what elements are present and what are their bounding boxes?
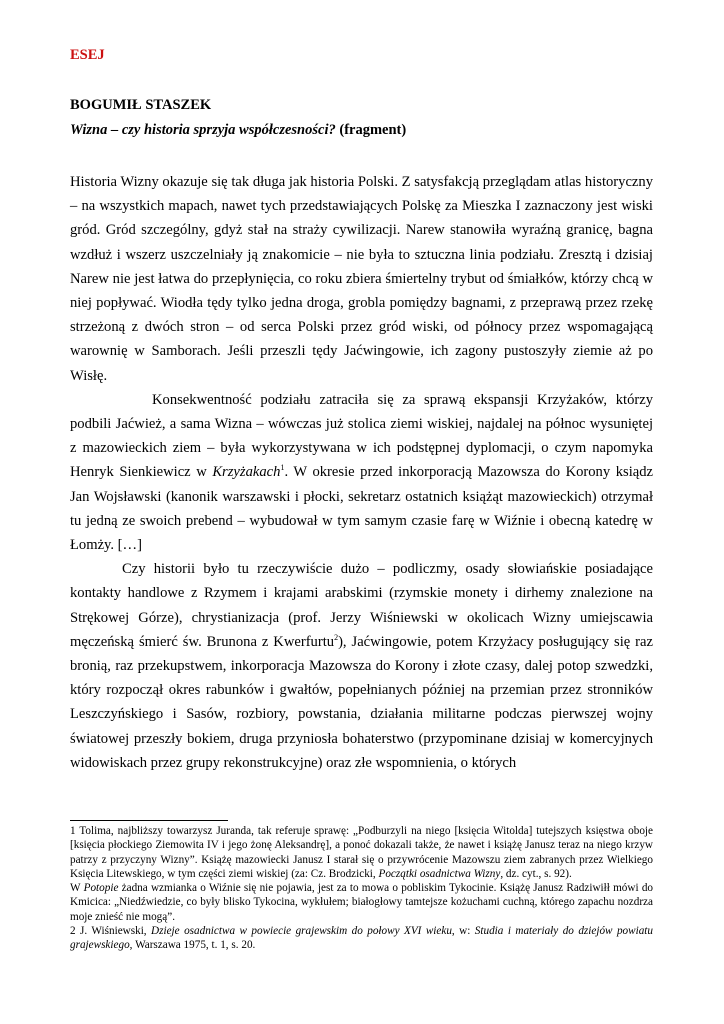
footnote-2-text-b: , w: <box>451 925 475 938</box>
footnote-2-text-a: 2 J. Wiśniewski, <box>70 925 152 938</box>
paragraph-3 <box>70 557 653 775</box>
footnote-2-italic-2: Studia i materiały do dziejów powiatu grajewskiego <box>70 925 653 952</box>
footnote-ref-2: 2 <box>334 633 339 642</box>
section-label: ESEJ <box>70 47 105 63</box>
footnote-1c-text-b: żadna wzmianka o Wiźnie się nie pojawia, jest za to mowa o pobliskim Tykocinie. Książę Janusz Radziwiłł mówi do Kmicica: „Niedźwiedzie, co były blisko Tykocina, wykłułem; białogłowy tamtejsze kożuchami cuchną, którego zapachu nozdrza moje znieść nie mogą”. <box>70 882 654 923</box>
footnote-1c-italic: Potopie <box>83 882 119 895</box>
footnote-2-text-c: , Warszawa 1975, t. 1, s. 20. <box>129 939 256 952</box>
paragraph-2 <box>70 388 653 557</box>
footnote-2 <box>70 924 653 953</box>
paragraph-2-text-b: . W okresie przed inkorporacją Mazowsza do Korony ksiądz Jan Wojsławski (kanonik warszawski i płocki, sekretarz ostatnich książąt mazowieckich) otrzymał tu jedną ze swoich prebend – wybudował w tym samym czasie farę w Wiźnie i obecną katedrę w Łomży. […] <box>70 464 653 554</box>
footnote-1c-text-a: W <box>70 882 84 895</box>
footnote-2-italic-1: Dzieje osadnictwa w powiecie grajewskim do połowy XVI wieku <box>151 925 452 938</box>
essay-title-suffix: (fragment) <box>335 122 407 138</box>
essay-title <box>70 122 406 139</box>
paragraph-2-italic: Krzyżakach <box>212 464 281 481</box>
essay-title-italic: Wizna – czy historia sprzyja współczesności? <box>70 122 336 138</box>
author-name: BOGUMIŁ STASZEK <box>70 97 212 113</box>
footnote-divider <box>70 820 228 821</box>
paragraph-3-text-b: ), Jaćwingowie, potem Krzyżacy posługujący się raz bronią, raz przekupstwem, inkorporacja Mazowsza do Korony i złote czasy, dalej potop szwedzki, który rozpoczął okres rabunków i gwałtów, popełnianych później na przemian przez stronników Leszczyńskiego i Sasów, rozbiory, powstania, działania militarne podczas pierwszej wojny światowej przeszły bokiem, druga przyniosła bohaterstwo (przypominane dzisiaj w komercyjnych widowiskach przez grupy rekonstrukcyjne) oraz złe wspomnienia, o których <box>70 633 653 771</box>
footnote-1-italic: Początki osadnictwa Wizny <box>378 867 501 880</box>
footnotes <box>70 824 653 953</box>
paragraph-1: Historia Wizny okazuje się tak długa jak historia Polski. Z satysfakcją przeglądam atlas historyczny – na wszystkich mapach, nawet tych przedstawiających Polskę za Mieszka I zaznaczony jest wiski gród. Gród szczególny, gdyż stał na straży cywilizacji. Narew stanowiła wyraźną granicę, bagna wzdłuż i wszerz uszczelniały ją znakomicie – nie była to sztuczna linia podziału. Zresztą i dzisiaj Narew nie jest łatwa do przepłynięcia, co roku zbiera śmiertelny trybut od śmiałków, którzy chcą w niej popływać. Wiodła tędy tylko jedna droga, grobla pomiędzy bagnami, z przeprawą przez rzekę strzeżoną z dwóch stron – od serca Polski przez gród wiski, od północy przez wspomagającą warownię w Samborach. Jeśli przeszli tędy Jaćwingowie, ich zagony pustoszyły ziemie aż po Wisłę. <box>70 174 653 384</box>
footnote-1-text-a: 1 Tolima, najbliższy towarzysz Juranda, tak referuje sprawę: „Podburzyli na niego [księcia Witolda] tutejszych księstwa oboje [księcia płockiego Ziemowita IV i jego żonę Aleksandrę], a ponoć dokazali także, że nawet i książę Janusz teraz na niego krzyw patrzy z przyczyny Wizny”. Książę mazowiecki Janusz I starał się o przywrócenie Mazowszu ziem zabranych przez Wielkiego Księcia Litewskiego, w tym części ziemi wiskiej (za: Cz. Brodzicki, <box>70 825 653 880</box>
footnote-1 <box>70 824 653 881</box>
footnote-1-text-b: , dz. cyt., s. 92). <box>500 867 572 880</box>
essay-body <box>70 170 653 775</box>
footnote-ref-1: 1 <box>280 463 285 473</box>
paragraph-3-text-a: Czy historii było tu rzeczywiście dużo – podliczmy, osady słowiańskie posiadające kontakty handlowe z Rzymem i krajami arabskimi (rzymskie monety i dirhemy znalezione na Strękowej Górze), chrystianizacja (prof. Jerzy Wiśniewski w okolicach Wizny umiejscawia męczeńską śmierć św. Brunona z Kwerfurtu <box>70 561 653 650</box>
footnote-1-continued <box>70 881 653 924</box>
paragraph-2-text-a: Konsekwentność podziału zatraciła się za sprawą ekspansji Krzyżaków, którzy podbili Jaćwież, a sama Wizna – wówczas już stolica ziemi wiskiej, najdalej na północ wysuniętej z mazowieckich ziem – była wykorzystywana w ich podstępnej dyplomacji, o czym napomyka Henryk Sienkiewicz w <box>70 391 653 481</box>
